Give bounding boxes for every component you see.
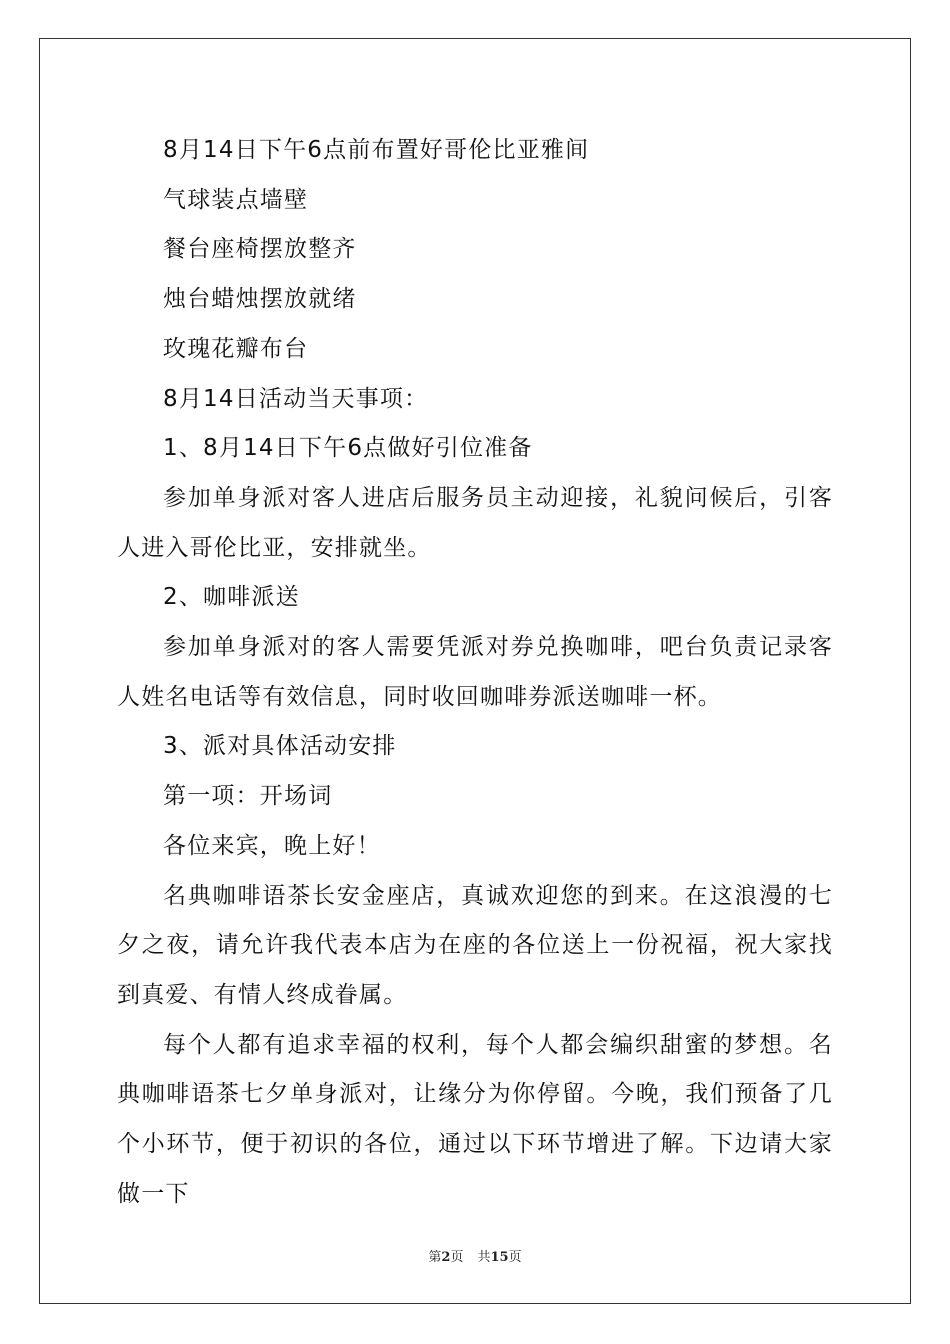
page-label-suffix: 页 bbox=[450, 1250, 464, 1265]
paragraph: 每个人都有追求幸福的权利，每个人都会编织甜蜜的梦想。名典咖啡语茶七夕单身派对，让缘分为你停留。今晚，我们预备了几个小环节，便于初识的各位，通过以下环节增进了解。下边请大家做一下 bbox=[117, 1031, 833, 1207]
paragraph: 参加单身派对的客人需要凭派对券兑换咖啡，吧台负责记录客人姓名电话等有效信息，同时收回咖啡券派送咖啡一杯。 bbox=[117, 634, 833, 710]
paragraph: 玫瑰花瓣布台 bbox=[163, 335, 309, 362]
paragraph: 参加单身派对客人进店后服务员主动迎接，礼貌问候后，引客人进入哥伦比亚，安排就坐。 bbox=[117, 484, 833, 561]
paragraph: 名典咖啡语茶长安金座店，真诚欢迎您的到来。在这浪漫的七夕之夜，请允许我代表本店为在座的各位送上一份祝福，祝大家找到真爱、有情人终成眷属。 bbox=[117, 882, 833, 1008]
document-body bbox=[117, 126, 833, 1219]
total-pages: 15 bbox=[490, 1250, 509, 1265]
page-label-prefix: 第 bbox=[428, 1250, 442, 1265]
paragraph: 第一项：开场词 bbox=[163, 783, 333, 810]
paragraph: 3、派对具体活动安排 bbox=[163, 733, 397, 760]
paragraph: 8月14日活动当天事项： bbox=[163, 385, 429, 412]
paragraph: 烛台蜡烛摆放就绪 bbox=[163, 286, 357, 313]
paragraph: 餐台座椅摆放整齐 bbox=[163, 236, 357, 263]
paragraph: 8月14日下午6点前布置好哥伦比亚雅间 bbox=[163, 137, 590, 163]
total-label-prefix: 共 bbox=[477, 1250, 491, 1265]
page-number: 2 bbox=[441, 1250, 451, 1265]
total-label-suffix: 页 bbox=[508, 1250, 522, 1265]
paragraph: 气球装点墙壁 bbox=[163, 186, 309, 213]
paragraph: 2、咖啡派送 bbox=[163, 584, 300, 611]
page-footer bbox=[0, 1246, 950, 1265]
paragraph: 1、8月14日下午6点做好引位准备 bbox=[163, 435, 533, 462]
paragraph: 各位来宾，晚上好！ bbox=[163, 832, 381, 859]
